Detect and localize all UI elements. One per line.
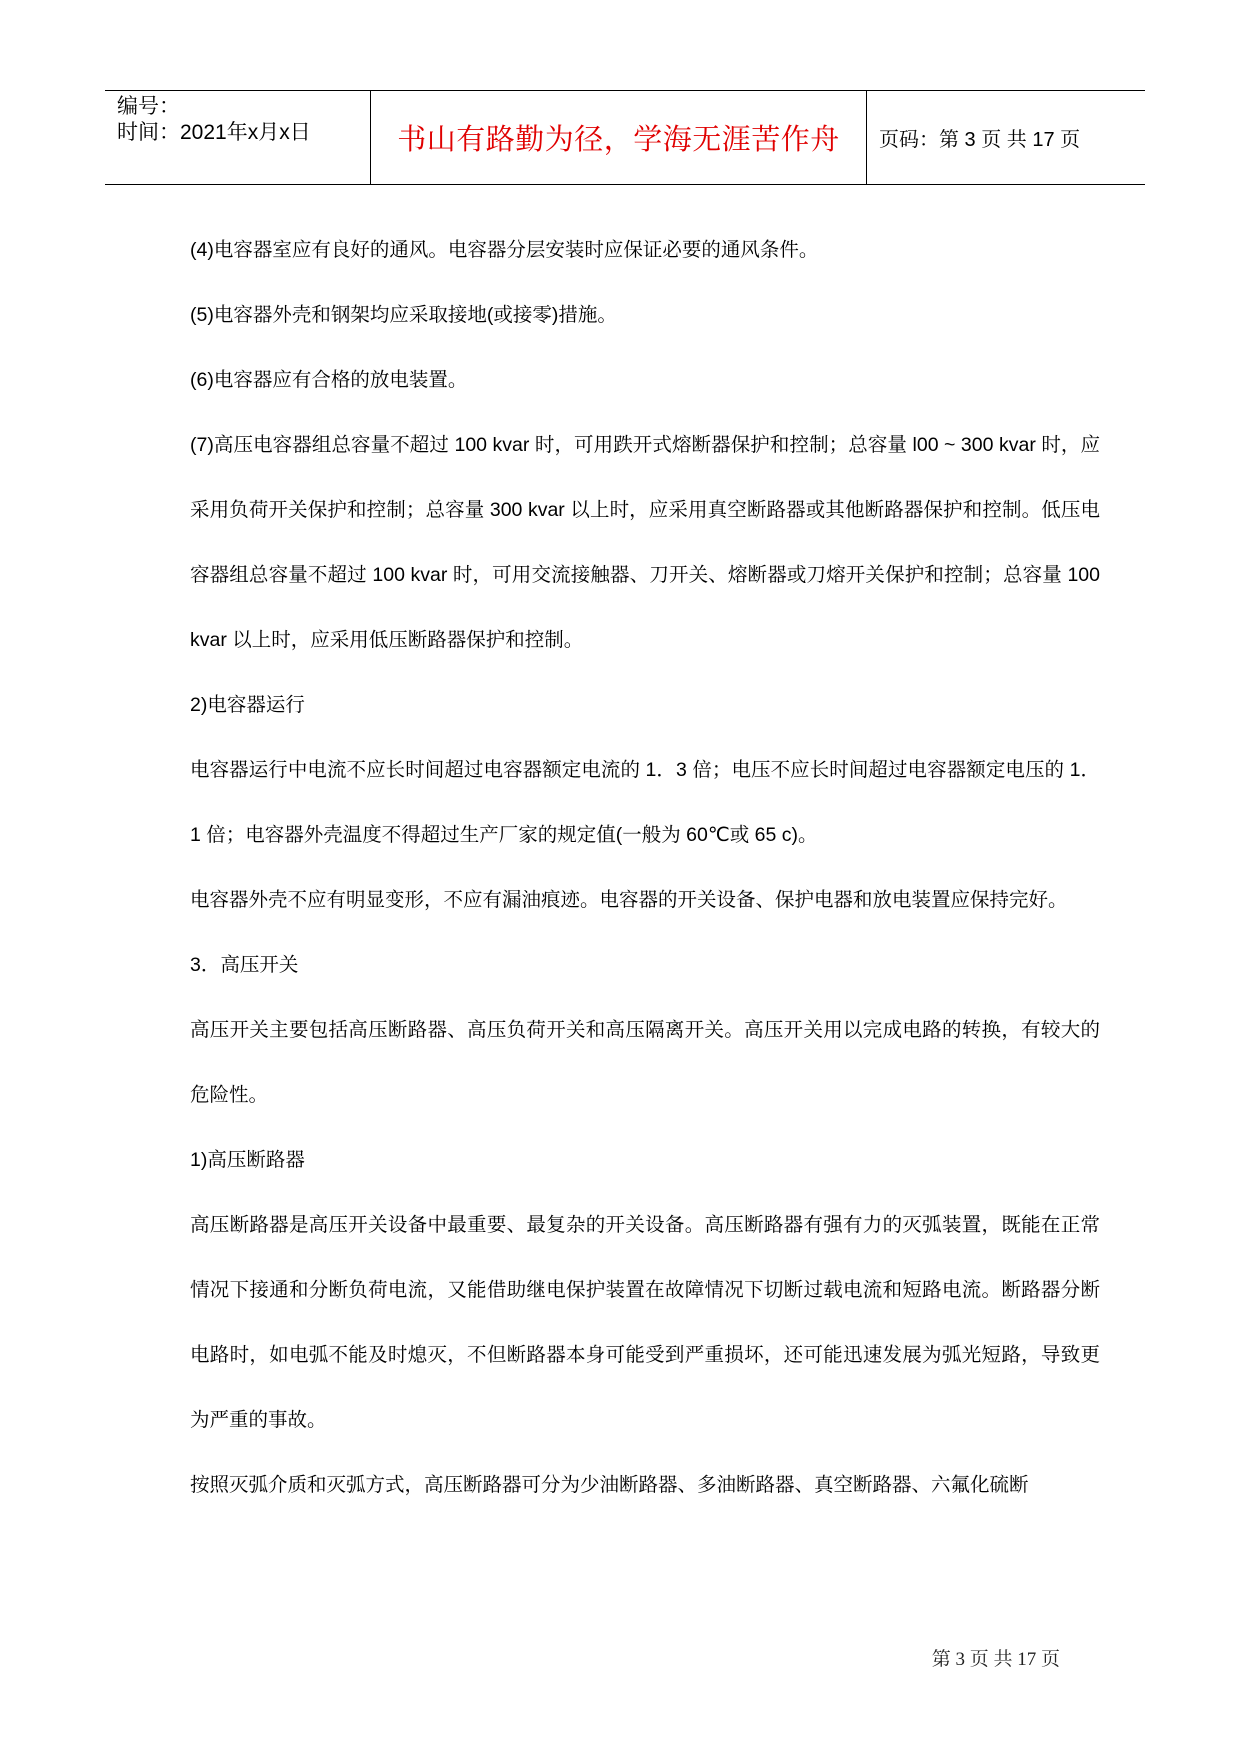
header-info-cell (105, 91, 370, 184)
header-motto-cell (370, 91, 867, 184)
header-page-info: 页码：第 3 页 共 17 页 (879, 129, 1081, 151)
section-heading: 2)电容器运行 (190, 694, 305, 716)
document-time-label: 时间：2021年x月x日 (117, 121, 311, 144)
header-motto: 书山有路勤为径，学海无涯苦作舟 (397, 122, 840, 156)
paragraph: 电容器运行中电流不应长时间超过电容器额定电流的 1．3 倍；电压不应长时间超过电容器额定电压的 1．1 倍；电容器外壳温度不得超过生产厂家的规定值(一般为 60℃或 65 c)。 (190, 759, 1100, 846)
paragraph: (5)电容器外壳和钢架均应采取接地(或接零)措施。 (190, 304, 617, 326)
page-footer: 第 3 页 共 17 页 (931, 1649, 1060, 1670)
paragraph: 按照灭弧介质和灭弧方式，高压断路器可分为少油断路器、多油断路器、真空断路器、六氟化硫断 (190, 1474, 1029, 1496)
section-heading: 3．高压开关 (190, 954, 299, 976)
header-page-cell (867, 91, 1145, 184)
paragraph: 高压断路器是高压开关设备中最重要、最复杂的开关设备。高压断路器有强有力的灭弧装置，既能在正常情况下接通和分断负荷电流，又能借助继电保护装置在故障情况下切断过载电流和短路电流。断路器分断电路时，如电弧不能及时熄灭，不但断路器本身可能受到严重损坏，还可能迅速发展为弧光短路，导致更为严重的事故。 (190, 1214, 1100, 1431)
paragraph: (7)高压电容器组总容量不超过 100 kvar 时，可用跌开式熔断器保护和控制；总容量 l00 ~ 300 kvar 时，应采用负荷开关保护和控制；总容量 300 kvar 以上时，应采用真空断路器或其他断路器保护和控制。低压电容器组总容量不超过 100 kvar 时，可用交流接触器、刀开关、熔断器或刀熔开关保护和控制；总容量 100 kvar 以上时，应采用低压断路器保护和控制。 (190, 434, 1100, 651)
section-heading: 1)高压断路器 (190, 1149, 305, 1171)
paragraph: (4)电容器室应有良好的通风。电容器分层安装时应保证必要的通风条件。 (190, 239, 819, 261)
paragraph: 电容器外壳不应有明显变形，不应有漏油痕迹。电容器的开关设备、保护电器和放电装置应保持完好。 (190, 889, 1068, 911)
document-body (190, 218, 1100, 1518)
paragraph: 高压开关主要包括高压断路器、高压负荷开关和高压隔离开关。高压开关用以完成电路的转换，有较大的危险性。 (190, 1019, 1100, 1106)
document-number-label: 编号： (117, 95, 180, 118)
document-header (105, 90, 1145, 185)
paragraph: (6)电容器应有合格的放电装置。 (190, 369, 468, 391)
